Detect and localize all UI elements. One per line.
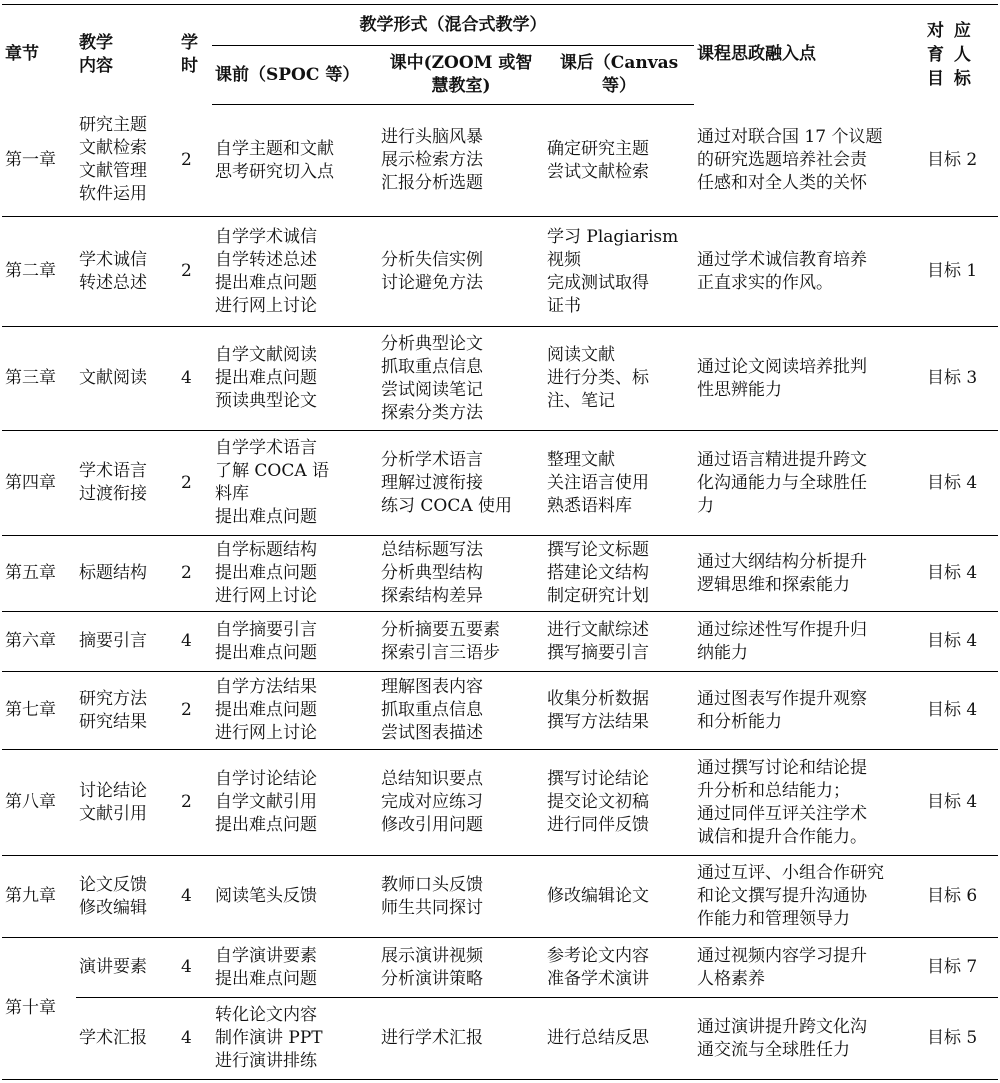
cell-post: 整理文献 关注语言使用 熟悉语料库	[544, 431, 694, 536]
cell-in: 分析学术语言 理解过渡衔接 练习 COCA 使用	[378, 431, 544, 536]
cell-goal: 目标 4	[924, 431, 998, 536]
cell-in: 分析典型论文 抓取重点信息 尝试阅读笔记 探索分类方法	[378, 327, 544, 431]
table-row	[2, 431, 998, 536]
cell-hours: 4	[178, 327, 212, 431]
table-row	[2, 750, 998, 856]
cell-hours: 4	[178, 998, 212, 1080]
cell-in: 进行头脑风暴 展示检索方法 汇报分析选题	[378, 105, 544, 217]
table-row	[2, 998, 998, 1080]
cell-ideology: 通过对联合国 17 个议题 的研究选题培养社会责 任感和对全人类的关怀	[694, 105, 924, 217]
cell-goal: 目标 5	[924, 998, 998, 1080]
cell-ideology: 通过学术诚信教育培养 正直求实的作风。	[694, 217, 924, 327]
cell-in: 分析摘要五要素 探索引言三语步	[378, 612, 544, 672]
cell-ideology: 通过综述性写作提升归 纳能力	[694, 612, 924, 672]
cell-ideology: 通过视频内容学习提升 人格素养	[694, 938, 924, 998]
cell-content: 研究主题 文献检索 文献管理 软件运用	[76, 105, 178, 217]
cell-content: 研究方法 研究结果	[76, 672, 178, 750]
cell-pre: 自学演讲要素 提出难点问题	[212, 938, 378, 998]
cell-in: 理解图表内容 抓取重点信息 尝试图表描述	[378, 672, 544, 750]
cell-content: 标题结构	[76, 536, 178, 612]
cell-chapter: 第二章	[2, 217, 76, 327]
cell-post: 阅读文献 进行分类、标 注、笔记	[544, 327, 694, 431]
header-hours: 学 时	[178, 5, 212, 105]
header-in-class: 课中(ZOOM 或智 慧教室)	[378, 46, 544, 105]
cell-chapter: 第六章	[2, 612, 76, 672]
cell-goal: 目标 4	[924, 750, 998, 856]
table-row	[2, 536, 998, 612]
cell-hours: 2	[178, 431, 212, 536]
cell-post: 撰写讨论结论 提交论文初稿 进行同伴反馈	[544, 750, 694, 856]
cell-ideology: 通过撰写讨论和结论提 升分析和总结能力； 通过同伴互评关注学术 诚信和提升合作能力。	[694, 750, 924, 856]
cell-post: 进行文献综述 撰写摘要引言	[544, 612, 694, 672]
header-content: 教学 内容	[76, 5, 178, 105]
cell-pre: 自学标题结构 提出难点问题 进行网上讨论	[212, 536, 378, 612]
cell-chapter: 第四章	[2, 431, 76, 536]
cell-content: 演讲要素	[76, 938, 178, 998]
cell-goal: 目标 3	[924, 327, 998, 431]
table-row	[2, 327, 998, 431]
cell-content: 文献阅读	[76, 327, 178, 431]
cell-content: 学术语言 过渡衔接	[76, 431, 178, 536]
cell-post: 修改编辑论文	[544, 856, 694, 938]
header-teaching-form: 教学形式（混合式教学）	[212, 5, 694, 46]
cell-ideology: 通过论文阅读培养批判 性思辨能力	[694, 327, 924, 431]
cell-goal: 目标 2	[924, 105, 998, 217]
cell-post: 学习 Plagiarism 视频 完成测试取得 证书	[544, 217, 694, 327]
table-row	[2, 856, 998, 938]
table-row	[2, 938, 998, 998]
cell-in: 分析失信实例 讨论避免方法	[378, 217, 544, 327]
cell-chapter: 第七章	[2, 672, 76, 750]
cell-in: 总结标题写法 分析典型结构 探索结构差异	[378, 536, 544, 612]
cell-hours: 2	[178, 217, 212, 327]
cell-pre: 自学方法结果 提出难点问题 进行网上讨论	[212, 672, 378, 750]
cell-in: 总结知识要点 完成对应练习 修改引用问题	[378, 750, 544, 856]
cell-ideology: 通过演讲提升跨文化沟 通交流与全球胜任力	[694, 998, 924, 1080]
cell-pre: 自学讨论结论 自学文献引用 提出难点问题	[212, 750, 378, 856]
cell-hours: 4	[178, 856, 212, 938]
cell-post: 撰写论文标题 搭建论文结构 制定研究计划	[544, 536, 694, 612]
cell-chapter: 第一章	[2, 105, 76, 217]
cell-pre: 自学学术诚信 自学转述总述 提出难点问题 进行网上讨论	[212, 217, 378, 327]
cell-goal: 目标 4	[924, 672, 998, 750]
header-chapter: 章节	[2, 5, 76, 105]
cell-chapter: 第十章	[2, 938, 76, 1080]
cell-pre: 自学学术语言 了解 COCA 语 料库 提出难点问题	[212, 431, 378, 536]
cell-content: 学术汇报	[76, 998, 178, 1080]
table-row	[2, 217, 998, 327]
cell-content: 学术诚信 转述总述	[76, 217, 178, 327]
cell-hours: 2	[178, 750, 212, 856]
cell-ideology: 通过语言精进提升跨文 化沟通能力与全球胜任 力	[694, 431, 924, 536]
cell-goal: 目标 6	[924, 856, 998, 938]
cell-pre: 转化论文内容 制作演讲 PPT 进行演讲排练	[212, 998, 378, 1080]
cell-chapter: 第五章	[2, 536, 76, 612]
cell-hours: 2	[178, 536, 212, 612]
cell-pre: 阅读笔头反馈	[212, 856, 378, 938]
header-ideology: 课程思政融入点	[694, 5, 924, 105]
cell-chapter: 第八章	[2, 750, 76, 856]
cell-ideology: 通过大纲结构分析提升 逻辑思维和探索能力	[694, 536, 924, 612]
cell-content: 摘要引言	[76, 612, 178, 672]
cell-goal: 目标 4	[924, 536, 998, 612]
cell-hours: 2	[178, 672, 212, 750]
cell-pre: 自学文献阅读 提出难点问题 预读典型论文	[212, 327, 378, 431]
cell-hours: 4	[178, 938, 212, 998]
cell-post: 进行总结反思	[544, 998, 694, 1080]
cell-in: 教师口头反馈 师生共同探讨	[378, 856, 544, 938]
cell-hours: 2	[178, 105, 212, 217]
cell-in: 展示演讲视频 分析演讲策略	[378, 938, 544, 998]
cell-chapter: 第九章	[2, 856, 76, 938]
cell-pre: 自学摘要引言 提出难点问题	[212, 612, 378, 672]
cell-post: 收集分析数据 撰写方法结果	[544, 672, 694, 750]
cell-goal: 目标 7	[924, 938, 998, 998]
cell-post: 参考论文内容 准备学术演讲	[544, 938, 694, 998]
header-post-class: 课后（Canvas 等）	[544, 46, 694, 105]
table-row	[2, 612, 998, 672]
table-row	[2, 672, 998, 750]
cell-goal: 目标 1	[924, 217, 998, 327]
table-row	[2, 105, 998, 217]
cell-content: 讨论结论 文献引用	[76, 750, 178, 856]
cell-post: 确定研究主题 尝试文献检索	[544, 105, 694, 217]
cell-chapter: 第三章	[2, 327, 76, 431]
cell-content: 论文反馈 修改编辑	[76, 856, 178, 938]
curriculum-table	[2, 4, 998, 1080]
cell-hours: 4	[178, 612, 212, 672]
cell-in: 进行学术汇报	[378, 998, 544, 1080]
cell-pre: 自学主题和文献 思考研究切入点	[212, 105, 378, 217]
cell-goal: 目标 4	[924, 612, 998, 672]
header-goal: 对 应 育 人 目 标	[924, 5, 998, 105]
cell-ideology: 通过图表写作提升观察 和分析能力	[694, 672, 924, 750]
header-pre-class: 课前（SPOC 等）	[212, 46, 378, 105]
cell-ideology: 通过互评、小组合作研究 和论文撰写提升沟通协 作能力和管理领导力	[694, 856, 924, 938]
